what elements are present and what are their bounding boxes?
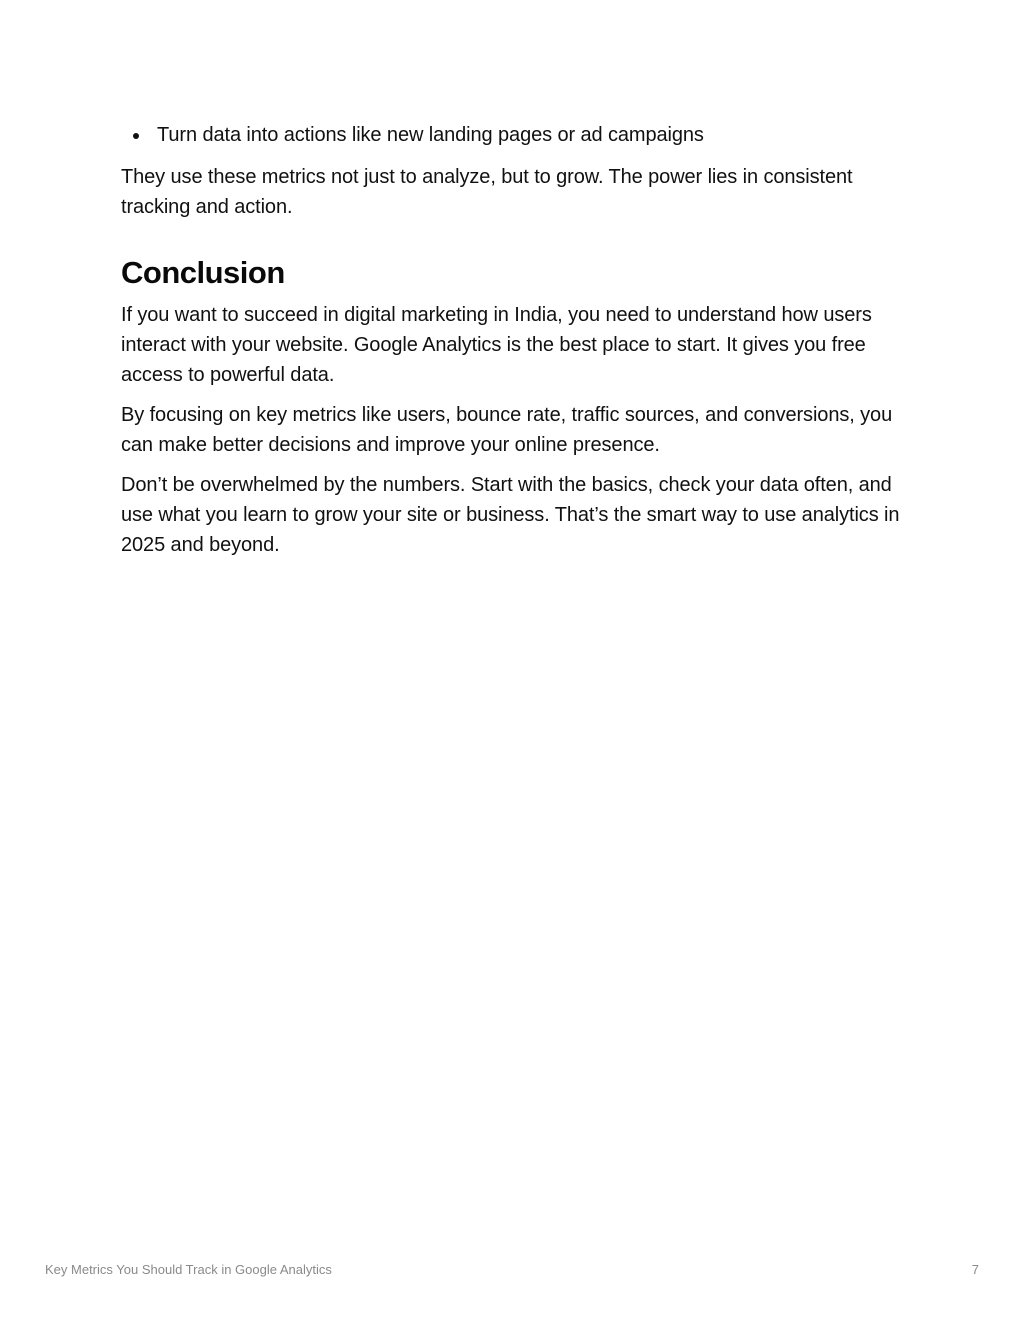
intro-paragraph: They use these metrics not just to analyze, but to grow. The power lies in consistent tracking and action. — [121, 166, 853, 218]
conclusion-paragraph-2: By focusing on key metrics like users, bounce rate, traffic sources, and conversions, you can make better decisions and improve your online presence. — [121, 404, 893, 456]
conclusion-paragraph-1: If you want to succeed in digital marketing in India, you need to understand how users interact with your website. Google Analytics is the best place to start. It gives you free access to powerful data. — [121, 304, 872, 386]
footer-document-title: Key Metrics You Should Track in Google Analytics — [45, 1262, 332, 1277]
section-heading-conclusion: Conclusion — [121, 255, 285, 290]
bullet-list — [121, 120, 901, 150]
conclusion-paragraph-3: Don’t be overwhelmed by the numbers. Start with the basics, check your data often, and use what you learn to grow your site or business. That’s the smart way to use analytics in 2025 and beyond. — [121, 474, 900, 556]
footer-page-number: 7 — [971, 1262, 979, 1277]
bullet-dot-icon — [133, 133, 139, 139]
document-body — [121, 120, 901, 560]
list-item — [157, 120, 901, 150]
list-item-text: Turn data into actions like new landing pages or ad campaigns — [157, 124, 704, 146]
